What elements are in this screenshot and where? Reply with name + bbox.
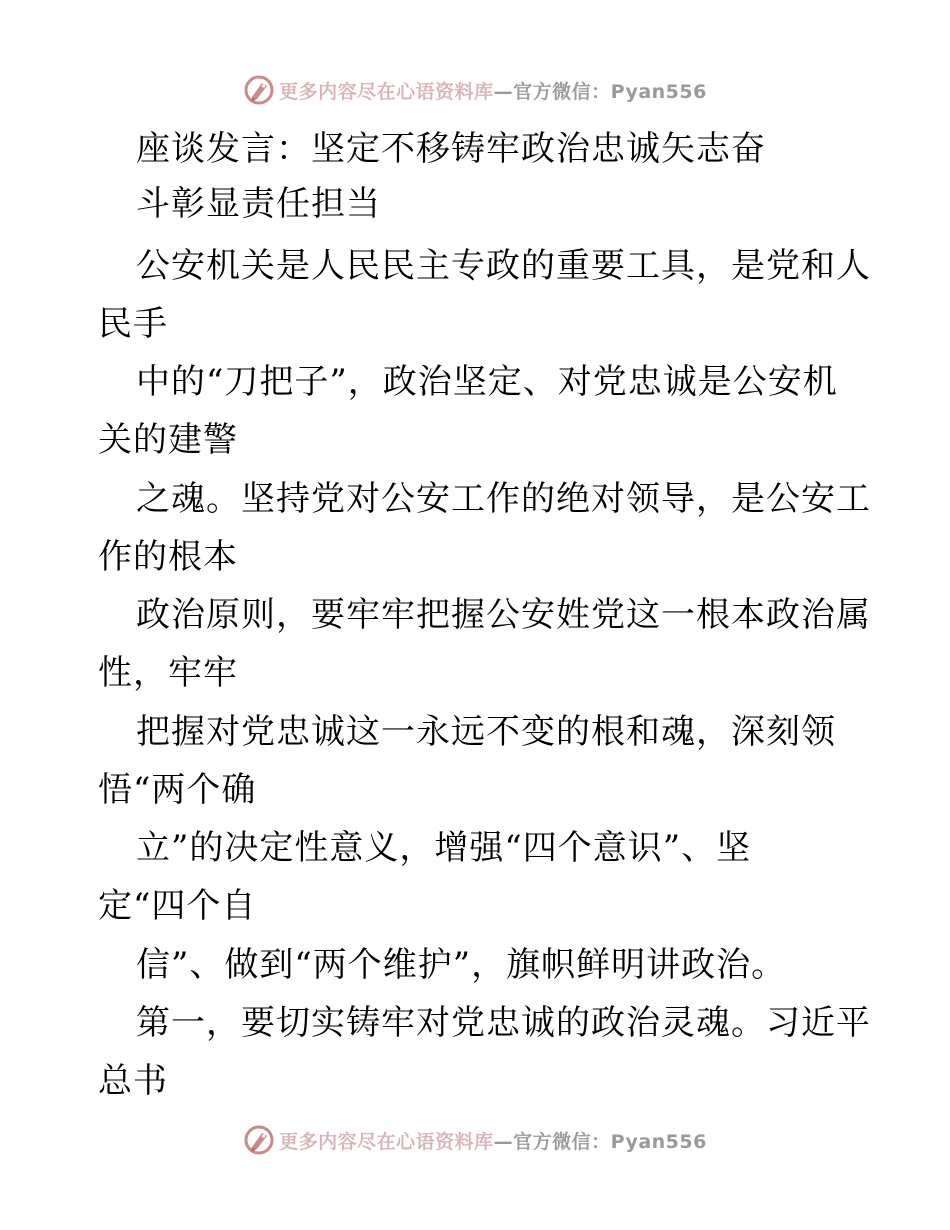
watermark-text [279, 1127, 707, 1154]
body-line: 政治原则，要牢牢把握公安姓党这一根本政治属 [136, 595, 871, 635]
header-watermark [0, 70, 950, 110]
body-line: 作的根本 [98, 537, 238, 577]
pen-nib-seal-icon [243, 74, 275, 106]
title-line-1: 座谈发言：坚定不移铸牢政治忠诚矢志奋 [136, 129, 766, 169]
watermark-dash: — [493, 1130, 514, 1153]
body-line: 第一，要切实铸牢对党忠诚的政治灵魂。习近平 [136, 1003, 871, 1043]
body-line: 中的“刀把子”，政治坚定、对党忠诚是公安机 [136, 362, 838, 402]
body-line: 民手 [98, 304, 168, 344]
body-line: 总书 [98, 1061, 168, 1101]
watermark-brand: 更多内容尽在心语资料库 [279, 1130, 494, 1153]
watermark-text [279, 77, 707, 104]
body-line: 信”、做到“两个维护”，旗帜鲜明讲政治。 [136, 945, 787, 985]
pen-nib-seal-icon [243, 1124, 275, 1156]
body-line: 关的建警 [98, 420, 238, 460]
footer-watermark [0, 1120, 950, 1160]
body-line: 之魂。坚持党对公安工作的绝对领导，是公安工 [136, 479, 871, 519]
body-line: 公安机关是人民民主专政的重要工具，是党和人 [136, 246, 871, 286]
watermark-brand: 更多内容尽在心语资料库 [279, 80, 494, 103]
watermark-contact: 官方微信：Pyan556 [513, 1130, 707, 1153]
body-line: 悟“两个确 [98, 770, 257, 810]
body-line: 把握对党忠诚这一永远不变的根和魂，深刻领 [136, 712, 836, 752]
watermark-contact: 官方微信：Pyan556 [513, 80, 707, 103]
body-line: 定“四个自 [98, 886, 257, 926]
body-line: 性，牢牢 [98, 653, 238, 693]
title-line-2: 斗彰显责任担当 [136, 184, 381, 224]
watermark-dash: — [493, 80, 514, 103]
body-line: 立”的决定性意义，增强“四个意识”、坚 [136, 828, 752, 868]
